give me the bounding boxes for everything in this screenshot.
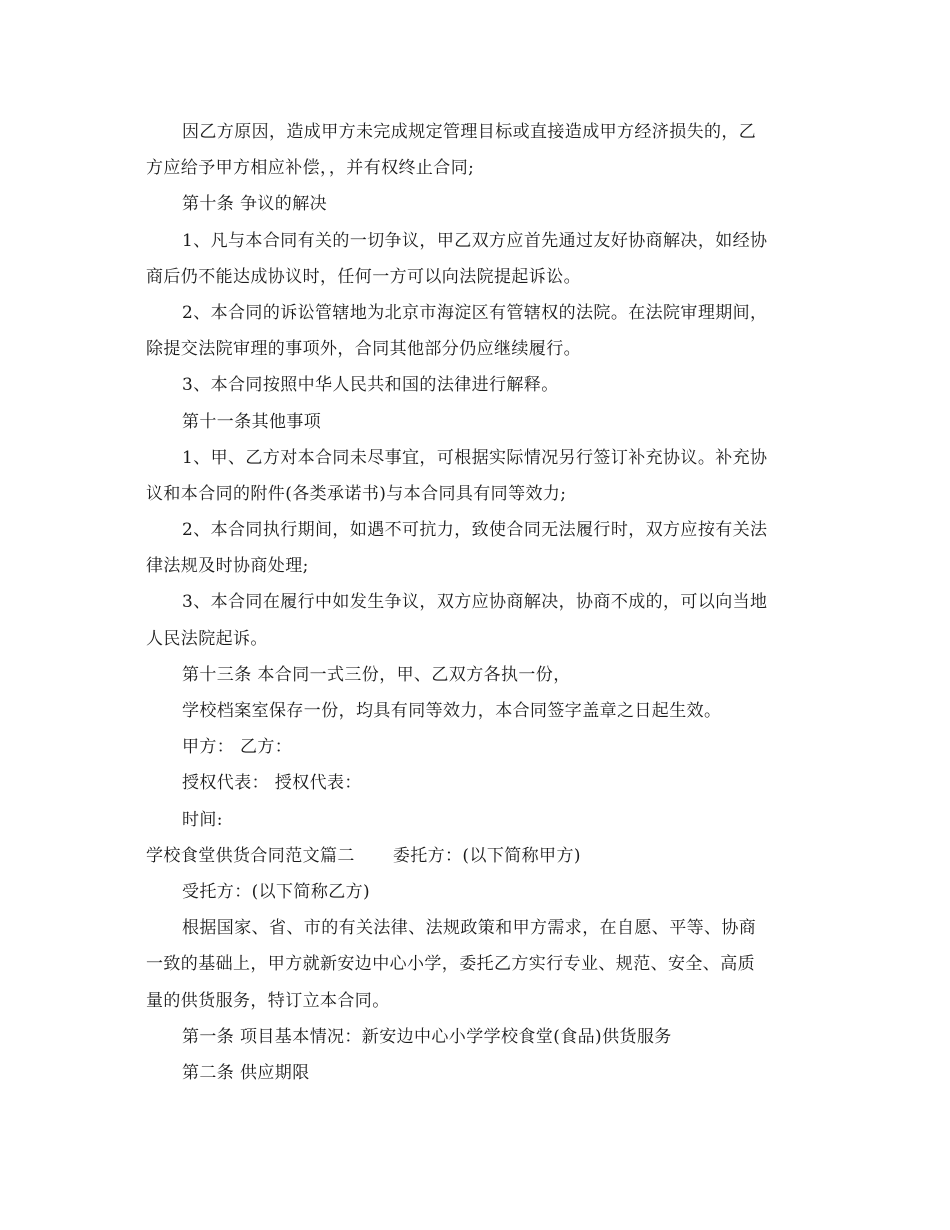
paragraph-line: 方应给予甲方相应补偿，，并有权终止合同; xyxy=(146,158,475,179)
paragraph-line: 议和本合同的附件(各类承诺书)与本合同具有同等效力; xyxy=(146,483,567,504)
signature-representative-line: 授权代表： 授权代表： xyxy=(182,773,362,794)
client-party: 委托方：(以下简称甲方) xyxy=(392,845,581,866)
paragraph-line: 因乙方原因，造成甲方未完成规定管理目标或直接造成甲方经济损失的，乙 xyxy=(182,122,757,142)
article-heading: 第十三条 本合同一式三份，甲、乙双方各执一份， xyxy=(182,664,571,685)
paragraph-line: 商后仍不能达成协议时，任何一方可以向法院提起诉讼。 xyxy=(146,266,581,287)
paragraph-line: 1、甲、乙方对本合同未尽事宜，可根据实际情况另行签订补充协议。补充协 xyxy=(182,447,768,468)
section-title: 学校食堂供货合同范文篇二 xyxy=(146,845,355,866)
paragraph-line: 量的供货服务，特订立本合同。 xyxy=(146,990,390,1011)
paragraph-line: 3、本合同按照中华人民共和国的法律进行解释。 xyxy=(182,375,559,396)
paragraph-line: 根据国家、省、市的有关法律、法规政策和甲方需求，在自愿、平等、协商 xyxy=(182,918,757,939)
paragraph-line: 一致的基础上，甲方就新安边中心小学，委托乙方实行专业、规范、安全、高质 xyxy=(146,954,755,975)
paragraph-line: 3、本合同在履行中如发生争议，双方应协商解决，协商不成的，可以向当地 xyxy=(182,592,768,613)
paragraph-line: 人民法院起诉。 xyxy=(146,628,268,649)
paragraph-line: 2、本合同的诉讼管辖地为北京市海淀区有管辖权的法院。在法院审理期间， xyxy=(182,302,768,323)
article-heading: 第十条 争议的解决 xyxy=(182,194,328,215)
signature-date-line: 时间: xyxy=(182,809,223,830)
paragraph-line: 除提交法院审理的事项外，合同其他部分仍应继续履行。 xyxy=(146,339,581,360)
article-heading: 第二条 供应期限 xyxy=(182,1062,310,1083)
article-heading: 第一条 项目基本情况：新安边中心小学学校食堂(食品)供货服务 xyxy=(182,1026,672,1047)
document-body xyxy=(146,114,810,1091)
paragraph-line: 2、本合同执行期间，如遇不可抗力，致使合同无法履行时，双方应按有关法 xyxy=(182,520,768,541)
signature-party-line: 甲方： 乙方： xyxy=(182,737,293,758)
paragraph-line: 学校档案室保存一份，均具有同等效力，本合同签字盖章之日起生效。 xyxy=(182,701,722,721)
article-heading: 第十一条其他事项 xyxy=(182,411,322,432)
paragraph-line: 1、凡与本合同有关的一切争议，甲乙双方应首先通过友好协商解决，如经协 xyxy=(182,230,768,251)
section-title-line xyxy=(146,838,810,874)
paragraph-line: 律法规及时协商处理; xyxy=(146,556,309,577)
contractor-party: 受托方：(以下简称乙方) xyxy=(182,881,371,902)
